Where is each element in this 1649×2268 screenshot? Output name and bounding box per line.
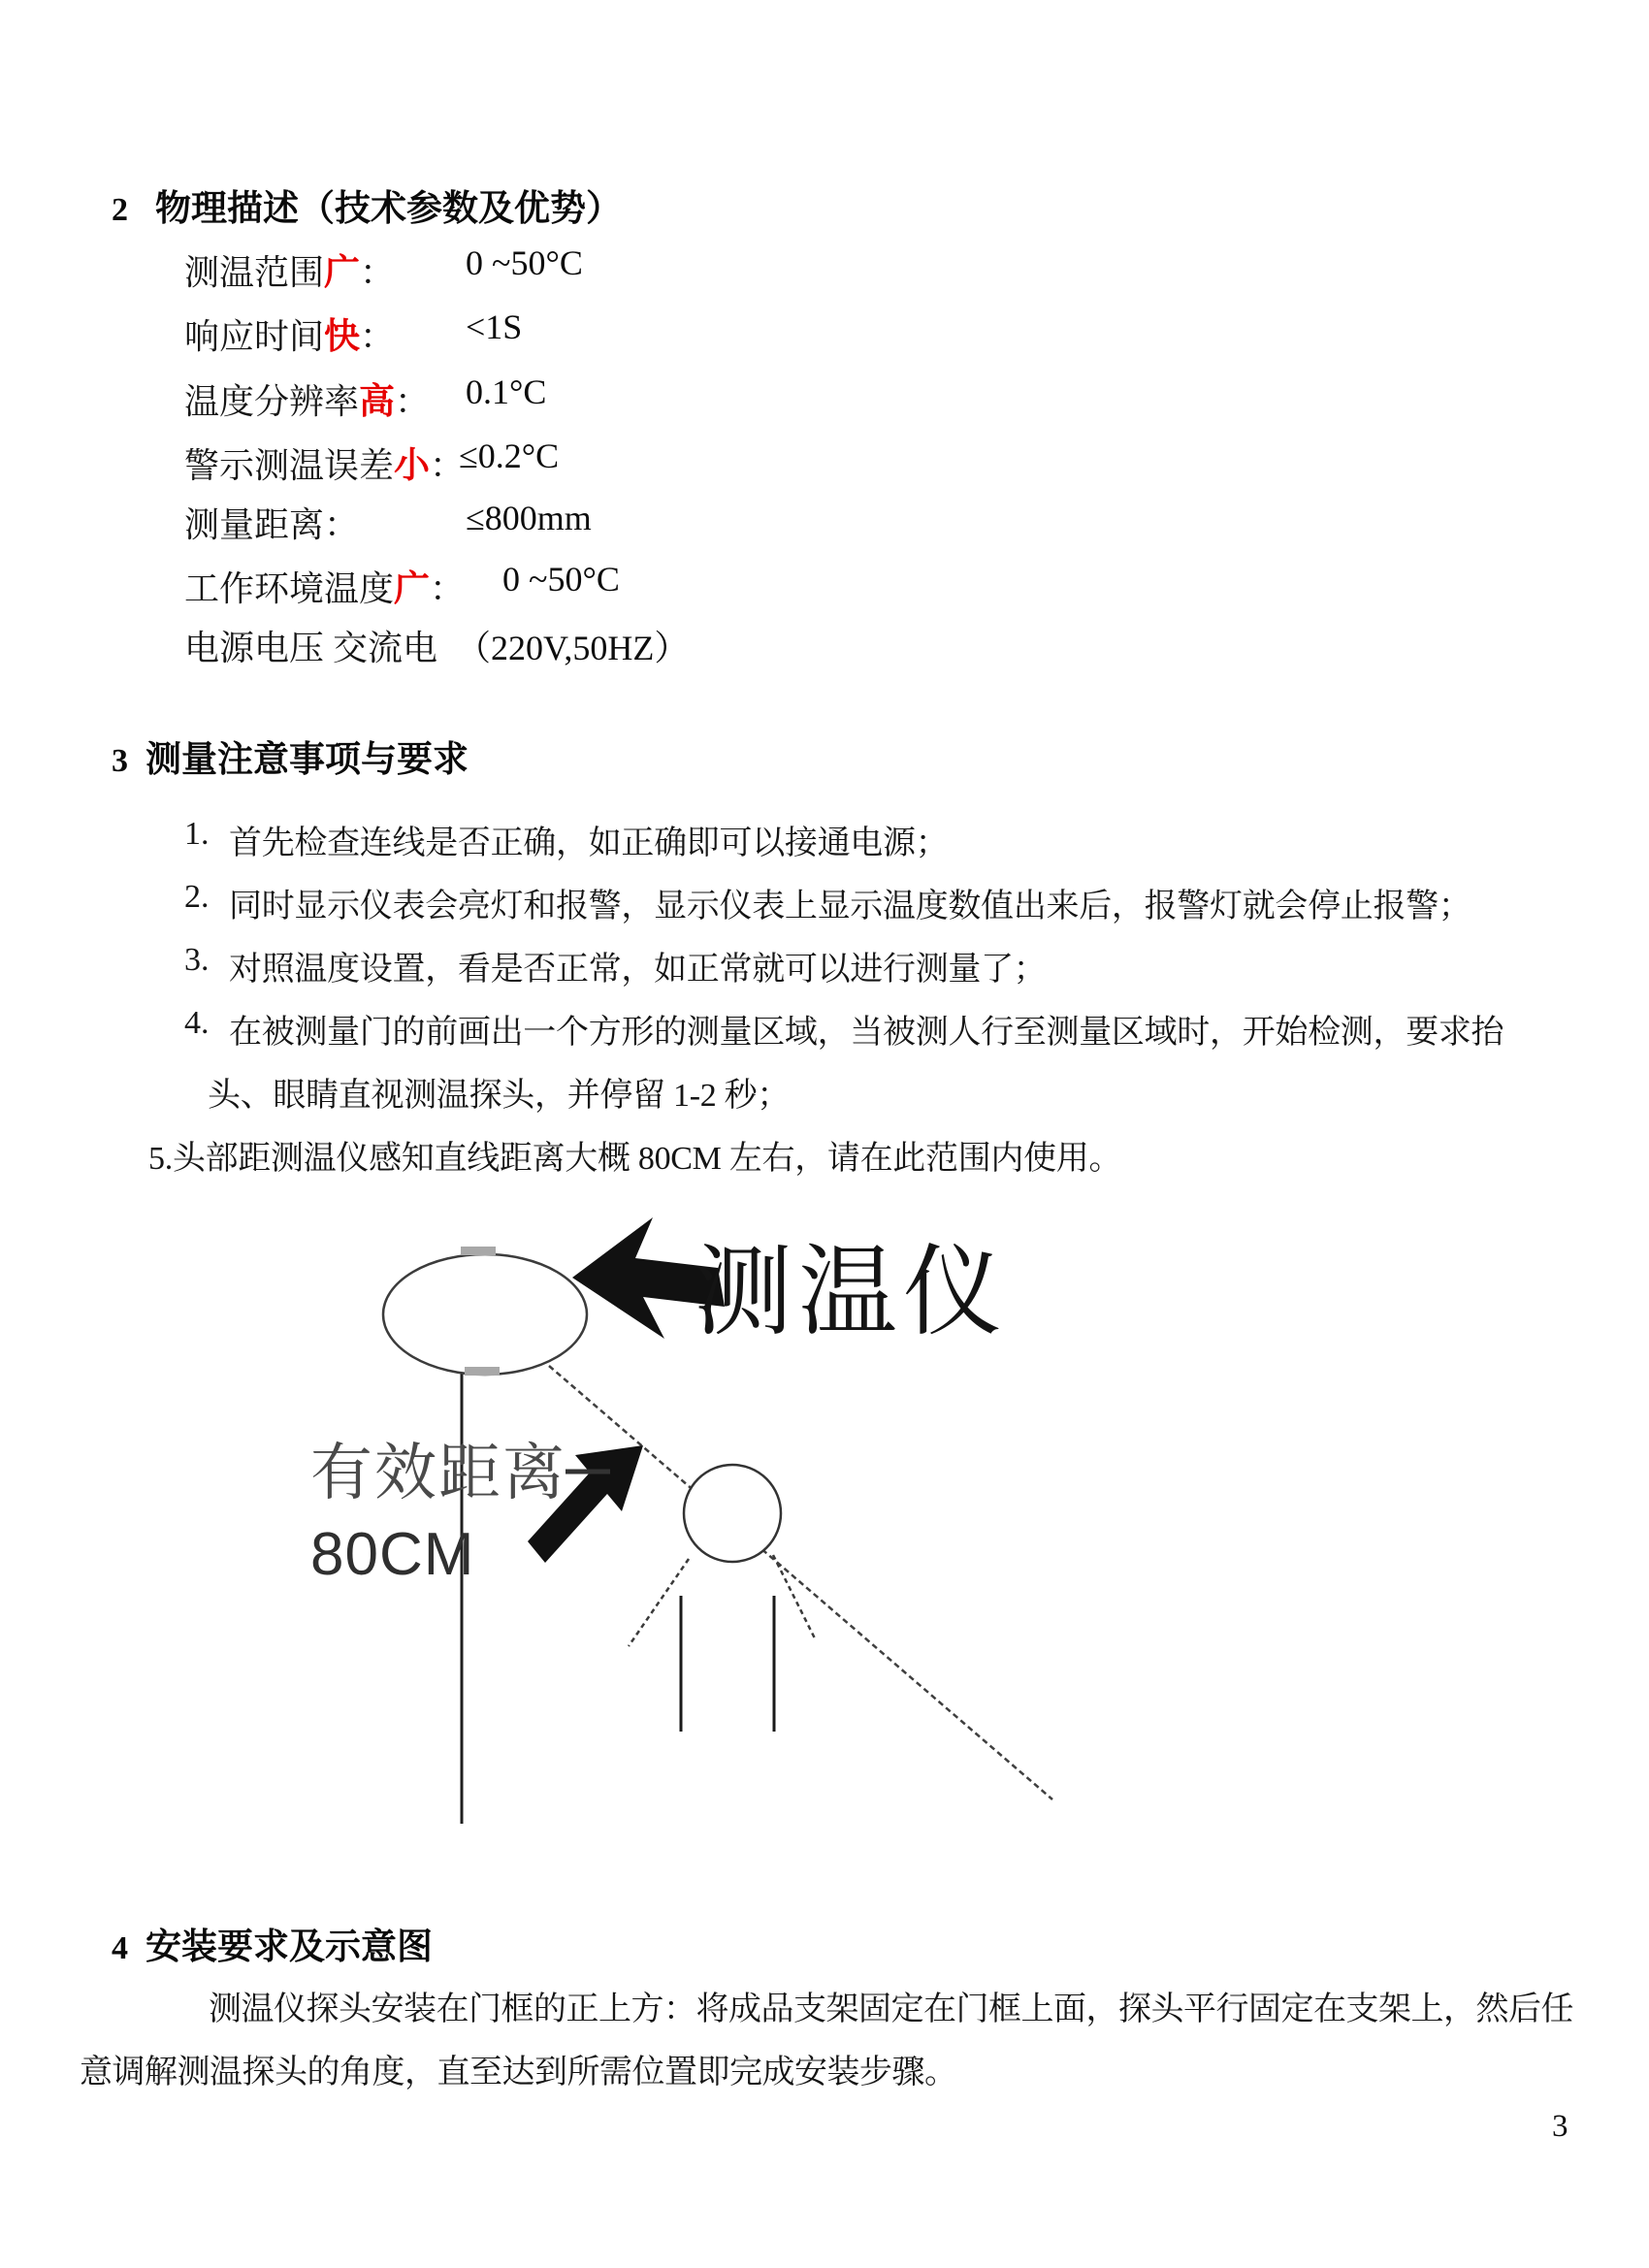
section4-title: 安装要求及示意图 [146,1927,433,1966]
param-label: 电源电压 交流电 [184,629,438,667]
param-value: <1S [466,308,523,346]
device-ellipse [383,1254,587,1375]
param-label: 响应时间 [184,317,325,356]
param-value: ≤800mm [466,499,592,537]
paragraph-line: 意调解测温探头的角度，直至达到所需位置即完成安装步骤。 [80,2055,957,2090]
list-marker: 2. [184,879,210,915]
ellipse-bottom-mark [465,1367,500,1376]
param-highlight: 小 [394,445,431,485]
param-highlight: 广 [324,252,361,292]
param-colon: ： [360,317,396,356]
list-marker: 1. [184,816,210,852]
distance-label-line1: 有效距离 [310,1438,566,1507]
section2-heading [112,178,622,231]
section2-title: 物理描述（技术参数及优势） [155,188,622,228]
section3-title: 测量注意事项与要求 [146,739,469,779]
paragraph-line: 测温仪探头安装在门框的正上方：将成品支架固定在门框上面，探头平行固定在支架上，然后任 [209,1992,1573,2027]
list-text: 同时显示仪表会亮灯和报警，显示仪表上显示温度数值出来后，报警灯就会停止报警； [229,889,1471,924]
list-text: 在被测量门的前画出一个方形的测量区域，当被测人行至测量区域时，开始检测，要求抬 [229,1015,1504,1051]
ellipse-top-mark [461,1247,496,1255]
param-colon: ： [360,253,396,292]
person-right-arm-line [773,1555,816,1640]
distance-label-line2: 80CM [310,1521,475,1588]
person-head-circle [684,1465,781,1562]
param-label: 测温范围 [184,253,325,292]
param-colon: ： [395,382,431,421]
param-value: 0.1°C [466,373,547,411]
param-colon: ： [324,505,360,544]
section3-number: 3 [112,743,128,779]
section2-number: 2 [112,192,128,228]
param-value: ≤0.2°C [459,437,560,475]
param-colon: ： [430,446,466,485]
effective-distance-diagram [276,1217,1111,1858]
section4-heading [112,1917,433,1969]
param-value: 0 ~50°C [502,560,620,599]
list-text: 头、眼睛直视测温探头，并停留 1-2 秒； [208,1078,791,1114]
param-colon: ： [430,569,466,608]
param-label: 温度分辨率 [184,382,360,421]
param-label: 工作环境温度 [184,569,395,608]
param-value: 0 ~50°C [466,243,583,282]
list-marker: 3. [184,942,210,978]
param-highlight: 广 [394,568,431,608]
param-highlight: 快 [324,316,361,356]
param-label: 警示测温误差 [184,446,395,485]
page-number: 3 [1552,2109,1568,2144]
device-label: 测温仪 [694,1237,1008,1347]
param-label: 测量距离 [184,505,325,544]
sight-line [549,1366,1052,1799]
section3-heading [112,729,469,782]
param-highlight: 高 [359,381,396,421]
param-value: （220V,50HZ） [456,629,690,667]
list-text: 首先检查连线是否正确，如正确即可以接通电源； [229,826,949,861]
section4-number: 4 [112,1930,128,1966]
list-text: 对照温度设置，看是否正常，如正常就可以进行测量了； [229,952,1047,988]
list-marker: 4. [184,1005,210,1041]
list-text: 5.头部距测温仪感知直线距离大概 80CM 左右，请在此范围内使用。 [148,1141,1122,1177]
